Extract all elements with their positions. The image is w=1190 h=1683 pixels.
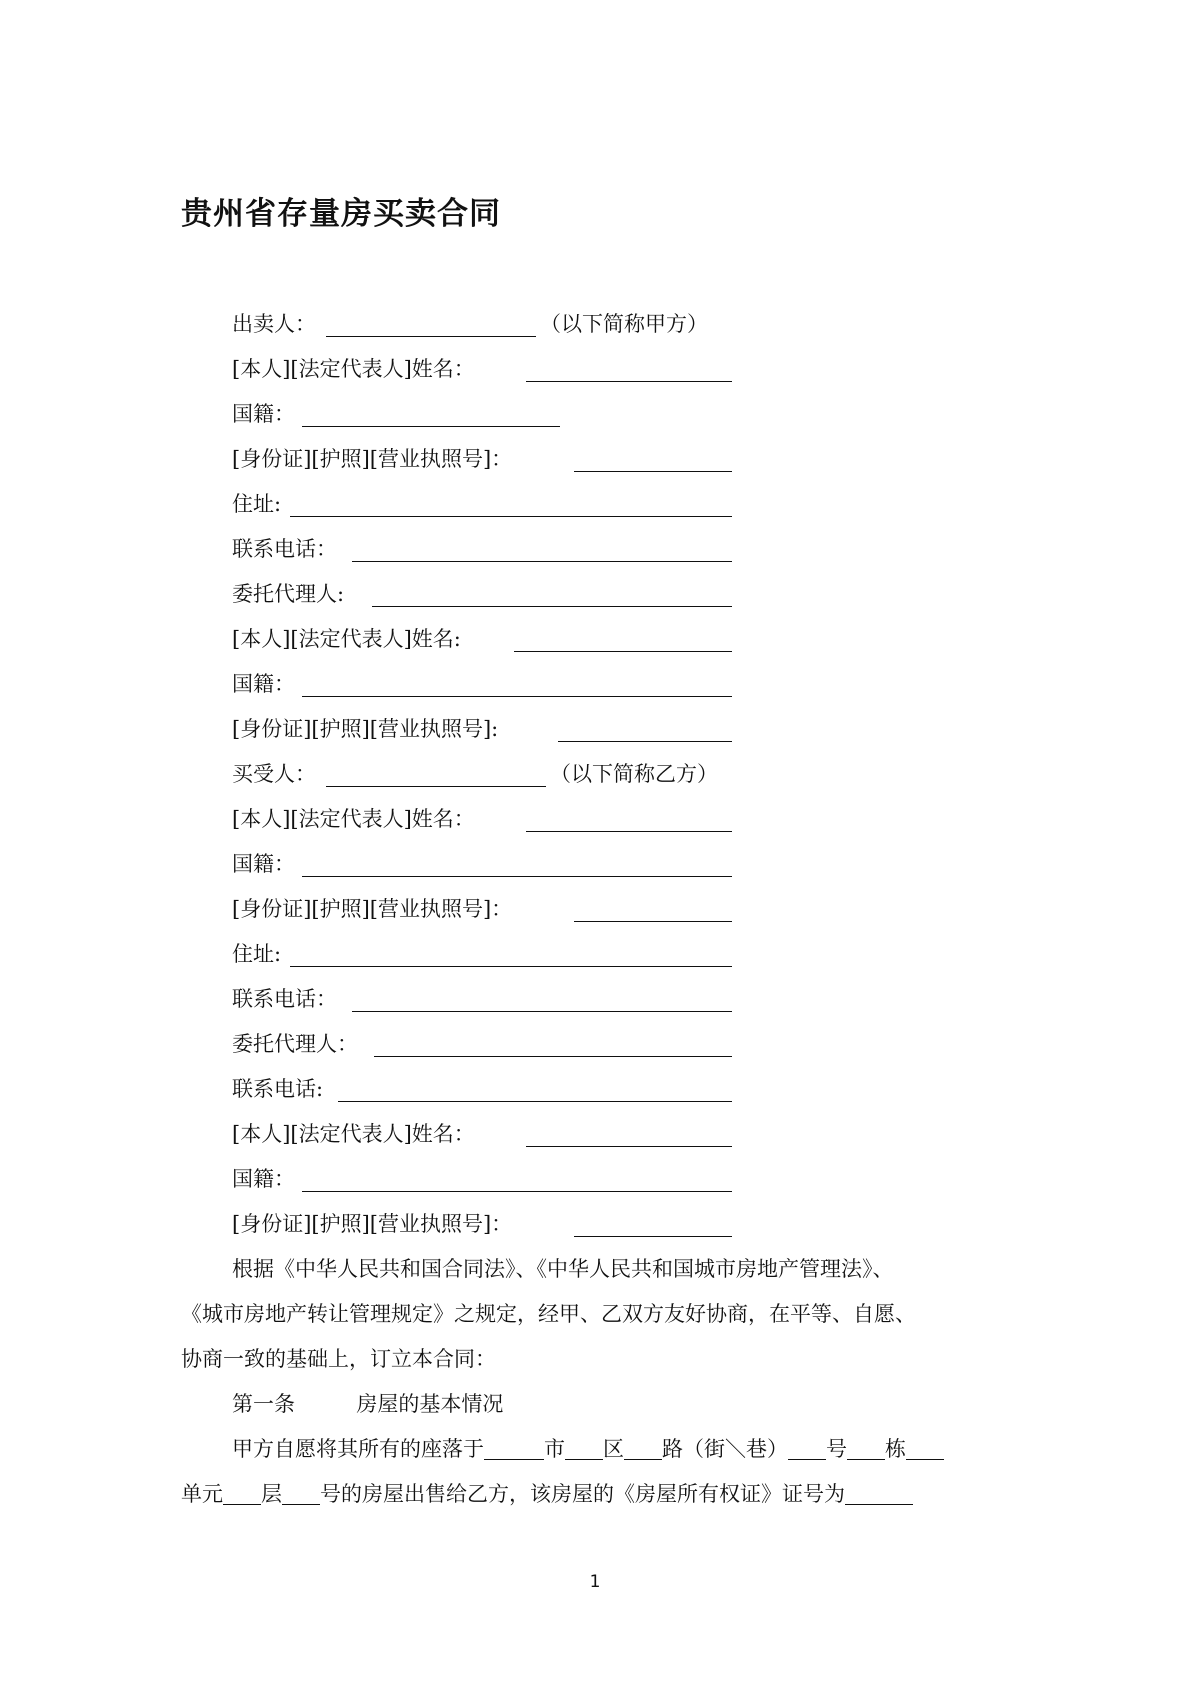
- buyer-agent-id-label: [身份证][护照][营业执照号]：: [232, 1212, 513, 1236]
- buyer-agent-id-field: [232, 1209, 792, 1239]
- district-blank[interactable]: [565, 1437, 603, 1460]
- buyer-label: 买受人：: [232, 762, 316, 786]
- buyer-agent-phone-blank[interactable]: [338, 1101, 732, 1102]
- buyer-suffix: （以下简称乙方）: [550, 762, 718, 786]
- certificate-number-blank[interactable]: [845, 1482, 913, 1505]
- buyer-agent-nationality-blank[interactable]: [302, 1191, 732, 1192]
- article-1-line-2: [181, 1479, 913, 1509]
- article-1-text-a: 甲方自愿将其所有的座落于: [232, 1437, 484, 1461]
- number-label: 号: [826, 1437, 847, 1461]
- seller-id-label: [身份证][护照][营业执照号]：: [232, 447, 513, 471]
- seller-phone-field: [232, 534, 792, 564]
- buyer-agent-label: 委托代理人：: [232, 1032, 358, 1056]
- seller-agent-id-field: [232, 714, 792, 744]
- district-label: 区: [603, 1437, 624, 1461]
- floor-blank[interactable]: [223, 1482, 261, 1505]
- buyer-agent-name-blank[interactable]: [526, 1146, 732, 1147]
- seller-blank[interactable]: [326, 336, 536, 337]
- unit-label: 单元: [181, 1482, 223, 1506]
- article-1-title: 房屋的基本情况: [356, 1392, 504, 1416]
- buyer-address-blank[interactable]: [290, 966, 732, 967]
- article-1-heading: [232, 1389, 503, 1419]
- buyer-agent-phone-field: [232, 1074, 792, 1104]
- seller-phone-blank[interactable]: [352, 561, 732, 562]
- article-1-text-b: 号的房屋出售给乙方，该房屋的《房屋所有权证》证号为: [320, 1482, 845, 1506]
- buyer-agent-field: [232, 1029, 792, 1059]
- seller-nationality-label: 国籍：: [232, 402, 295, 426]
- number-blank[interactable]: [788, 1437, 826, 1460]
- buyer-agent-blank[interactable]: [374, 1056, 732, 1057]
- seller-agent-label: 委托代理人:: [232, 582, 345, 606]
- seller-label: 出卖人：: [232, 312, 316, 336]
- seller-agent-id-label: [身份证][护照][营业执照号]:: [232, 717, 499, 741]
- buyer-nationality-label: 国籍：: [232, 852, 295, 876]
- buyer-nationality-field: [232, 849, 792, 879]
- building-blank[interactable]: [847, 1437, 885, 1460]
- city-blank[interactable]: [484, 1437, 544, 1460]
- seller-agent-id-blank[interactable]: [558, 741, 732, 742]
- buyer-name-label: [本人][法定代表人]姓名：: [232, 807, 475, 831]
- road-label: 路（街＼巷）: [662, 1437, 788, 1461]
- room-blank[interactable]: [282, 1482, 320, 1505]
- buyer-address-label: 住址:: [232, 942, 282, 966]
- buyer-agent-id-blank[interactable]: [574, 1236, 732, 1237]
- buyer-phone-blank[interactable]: [352, 1011, 732, 1012]
- preamble-line-2: 《城市房地产转让管理规定》之规定，经甲、乙双方友好协商，在平等、自愿、: [181, 1302, 916, 1326]
- seller-name-label: [本人][法定代表人]姓名：: [232, 357, 475, 381]
- seller-name-field: [232, 354, 792, 384]
- seller-agent-field: [232, 579, 792, 609]
- document-title: 贵州省存量房买卖合同: [181, 196, 501, 232]
- seller-id-blank[interactable]: [574, 471, 732, 472]
- building-label: 栋: [885, 1437, 906, 1461]
- buyer-id-blank[interactable]: [574, 921, 732, 922]
- seller-agent-nationality-field: [232, 669, 792, 699]
- page-number: 1: [589, 1572, 601, 1592]
- unit-blank-start[interactable]: [906, 1437, 944, 1460]
- buyer-phone-label: 联系电话：: [232, 987, 337, 1011]
- seller-name-blank[interactable]: [526, 381, 732, 382]
- floor-label: 层: [261, 1482, 282, 1506]
- article-1-line-1: [232, 1434, 944, 1464]
- seller-nationality-blank[interactable]: [302, 426, 560, 427]
- seller-field: [232, 309, 792, 339]
- buyer-agent-name-field: [232, 1119, 792, 1149]
- seller-nationality-field: [232, 399, 792, 429]
- seller-address-label: 住址:: [232, 492, 282, 516]
- buyer-id-field: [232, 894, 792, 924]
- buyer-agent-phone-label: 联系电话:: [232, 1077, 324, 1101]
- seller-suffix: （以下简称甲方）: [540, 312, 708, 336]
- seller-address-field: [232, 489, 792, 519]
- buyer-phone-field: [232, 984, 792, 1014]
- article-1-number: 第一条: [232, 1392, 295, 1416]
- seller-agent-name-blank[interactable]: [514, 651, 732, 652]
- buyer-name-field: [232, 804, 792, 834]
- seller-agent-nationality-label: 国籍：: [232, 672, 295, 696]
- buyer-nationality-blank[interactable]: [302, 876, 732, 877]
- seller-agent-nationality-blank[interactable]: [302, 696, 732, 697]
- seller-agent-name-field: [232, 624, 792, 654]
- preamble-line-1: 根据《中华人民共和国合同法》、《中华人民共和国城市房地产管理法》、: [232, 1257, 894, 1281]
- preamble-line-3: 协商一致的基础上，订立本合同：: [181, 1347, 496, 1371]
- buyer-agent-nationality-field: [232, 1164, 792, 1194]
- buyer-agent-nationality-label: 国籍：: [232, 1167, 295, 1191]
- seller-agent-name-label: [本人][法定代表人]姓名:: [232, 627, 461, 651]
- buyer-id-label: [身份证][护照][营业执照号]：: [232, 897, 513, 921]
- seller-phone-label: 联系电话：: [232, 537, 337, 561]
- buyer-address-field: [232, 939, 792, 969]
- city-label: 市: [544, 1437, 565, 1461]
- seller-address-blank[interactable]: [290, 516, 732, 517]
- buyer-field: [232, 759, 792, 789]
- buyer-name-blank[interactable]: [526, 831, 732, 832]
- road-blank[interactable]: [624, 1437, 662, 1460]
- seller-id-field: [232, 444, 792, 474]
- buyer-blank[interactable]: [326, 786, 546, 787]
- buyer-agent-name-label: [本人][法定代表人]姓名：: [232, 1122, 475, 1146]
- seller-agent-blank[interactable]: [372, 606, 732, 607]
